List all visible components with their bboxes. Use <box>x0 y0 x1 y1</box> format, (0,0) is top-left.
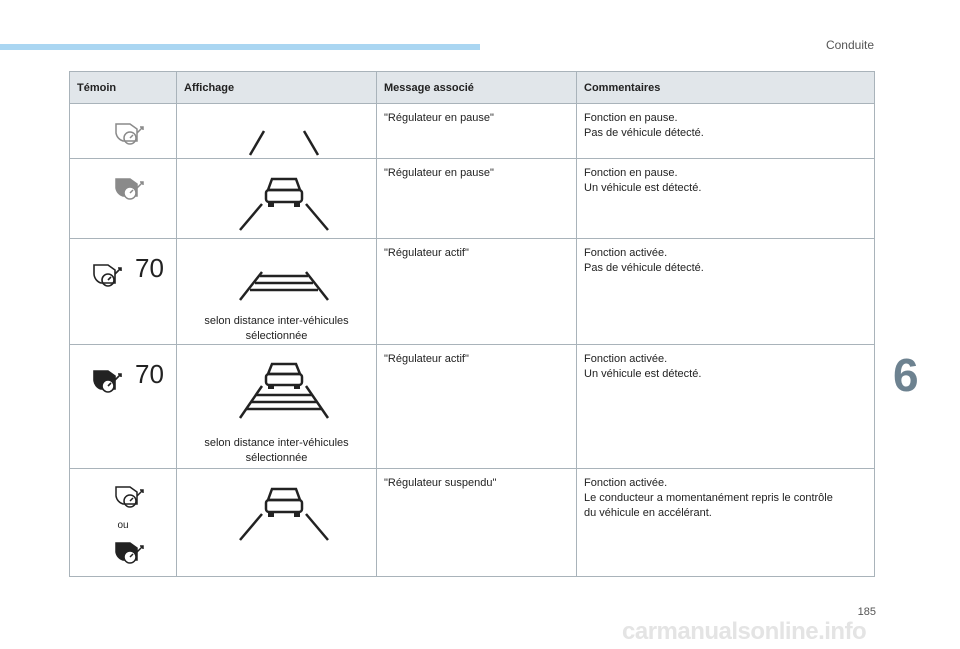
comment-line: Un véhicule est détecté. <box>584 368 702 380</box>
comment-cell <box>577 469 875 577</box>
affichage-cell <box>177 239 377 345</box>
comment-line: Fonction activée. <box>584 247 668 259</box>
temoin-cell <box>70 239 177 345</box>
comment-cell <box>577 345 875 469</box>
table-header-row <box>70 72 875 104</box>
footer-watermark: carmanualsonline.info <box>622 618 867 645</box>
table-row <box>70 345 875 469</box>
lane-vehicle-icon <box>236 484 332 542</box>
message-text: "Régulateur en pause" <box>384 167 494 179</box>
message-cell <box>377 239 577 345</box>
comment-cell <box>577 104 875 159</box>
affichage-cell <box>177 159 377 239</box>
comment-cell <box>577 159 875 239</box>
section-title: Conduite <box>825 38 874 52</box>
comment-line: Un véhicule est détecté. <box>584 182 702 194</box>
message-cell <box>377 345 577 469</box>
table-row <box>70 104 875 159</box>
caption-line: sélectionnée <box>245 330 308 342</box>
header-accent-bar <box>0 44 480 50</box>
lane-lines-icon <box>244 129 324 157</box>
comment-line: Pas de véhicule détecté. <box>584 127 704 139</box>
page-number: 185 <box>857 606 876 618</box>
distance-caption <box>184 436 369 466</box>
indicator-table <box>69 71 875 577</box>
message-text: "Régulateur en pause" <box>384 112 494 124</box>
chapter-number: 6 <box>893 349 919 401</box>
header-commentaires: Commentaires <box>577 72 875 104</box>
message-text: "Régulateur suspendu" <box>384 477 497 489</box>
speed-value: 70 <box>135 359 164 389</box>
cruise-control-outline-grey-icon <box>113 121 147 147</box>
table-row <box>70 469 875 577</box>
comment-line: du véhicule en accélérant. <box>584 507 712 519</box>
temoin-cell <box>70 104 177 159</box>
header-temoin: Témoin <box>70 72 177 104</box>
caption-line: sélectionnée <box>245 452 308 464</box>
comment-line: Fonction en pause. <box>584 112 678 124</box>
speed-value: 70 <box>135 253 164 283</box>
or-label: ou <box>117 520 129 531</box>
message-cell <box>377 469 577 577</box>
cruise-control-filled-icon <box>113 540 147 566</box>
message-cell <box>377 159 577 239</box>
caption-line: selon distance inter-véhicules <box>204 437 349 449</box>
comment-cell <box>577 239 875 345</box>
cruise-control-outline-icon <box>91 262 125 290</box>
comment-line: Fonction activée. <box>584 477 668 489</box>
comment-line: Fonction en pause. <box>584 167 678 179</box>
caption-line: selon distance inter-véhicules <box>204 315 349 327</box>
comment-line: Le conducteur a momentanément repris le contrôle <box>584 492 833 504</box>
cruise-control-filled-grey-icon <box>113 176 147 202</box>
cruise-control-filled-icon <box>91 368 125 396</box>
comment-line: Pas de véhicule détecté. <box>584 262 704 274</box>
distance-caption <box>184 314 369 344</box>
table-row <box>70 239 875 345</box>
distance-bars-icon <box>236 270 332 302</box>
comment-line: Fonction activée. <box>584 353 668 365</box>
affichage-cell <box>177 104 377 159</box>
table-row <box>70 159 875 239</box>
message-text: "Régulateur actif" <box>384 353 469 365</box>
header-message: Message associé <box>377 72 577 104</box>
message-cell <box>377 104 577 159</box>
affichage-cell <box>177 469 377 577</box>
vehicle-distance-bars-icon <box>236 362 332 420</box>
temoin-cell <box>70 345 177 469</box>
temoin-cell <box>70 159 177 239</box>
cruise-control-outline-icon <box>113 484 147 510</box>
lane-vehicle-icon <box>236 174 332 232</box>
temoin-cell <box>70 469 177 577</box>
message-text: "Régulateur actif" <box>384 247 469 259</box>
header-affichage: Affichage <box>177 72 377 104</box>
affichage-cell <box>177 345 377 469</box>
